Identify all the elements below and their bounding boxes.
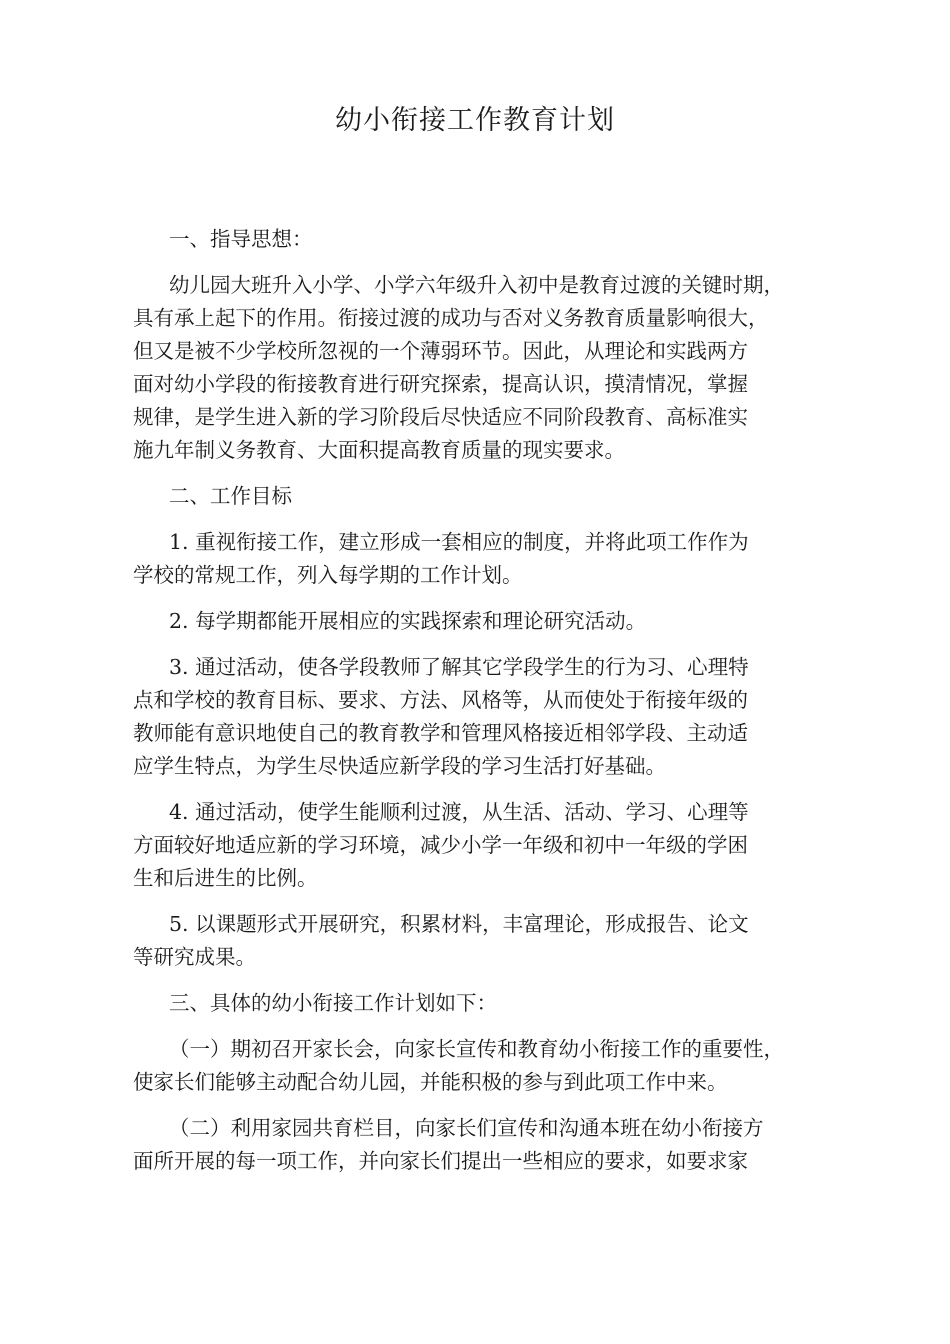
paragraph-line: 面对幼小学段的衔接教育进行研究探索，提高认识，摸清情况，掌握 (133, 372, 748, 396)
paragraph-line: 方面较好地适应新的学习环境，减少小学一年级和初中一年级的学困 (133, 833, 748, 857)
paragraph-line: 应学生特点，为学生尽快适应新学段的学习生活打好基础。 (133, 754, 666, 778)
goal-item-3: 3. 通过活动，使各学段教师了解其它学段学生的行为习、心理特 (169, 655, 749, 679)
paragraph-line: 但又是被不少学校所忽视的一个薄弱环节。因此，从理论和实践两方 (133, 339, 748, 363)
paragraph-line: 等研究成果。 (133, 945, 256, 969)
document-title: 幼小衔接工作教育计划 (335, 105, 615, 136)
paragraph-line: 使家长们能够主动配合幼儿园，并能积极的参与到此项工作中来。 (133, 1070, 728, 1094)
section-heading-guiding-thought: 一、指导思想： (169, 227, 313, 251)
goal-item-2: 2. 每学期都能开展相应的实践探索和理论研究活动。 (169, 609, 647, 633)
paragraph-line: 规律，是学生进入新的学习阶段后尽快适应不同阶段教育、高标准实 (133, 405, 748, 429)
section-heading-plan: 三、具体的幼小衔接工作计划如下： (169, 991, 497, 1015)
section-heading-work-goals: 二、工作目标 (169, 484, 292, 508)
goal-item-5: 5. 以课题形式开展研究，积累材料，丰富理论，形成报告、论文 (169, 912, 749, 936)
plan-item-1: （一）期初召开家长会，向家长宣传和教育幼小衔接工作的重要性， (169, 1037, 784, 1061)
plan-item-2: （二）利用家园共育栏目，向家长们宣传和沟通本班在幼小衔接方 (169, 1116, 764, 1140)
paragraph-line: 施九年制义务教育、大面积提高教育质量的现实要求。 (133, 438, 625, 462)
paragraph-line: 点和学校的教育目标、要求、方法、风格等，从而使处于衔接年级的 (133, 688, 748, 712)
paragraph-line: 教师能有意识地使自己的教育教学和管理风格接近相邻学段、主动适 (133, 721, 748, 745)
goal-item-4: 4. 通过活动，使学生能顺利过渡，从生活、活动、学习、心理等 (169, 800, 749, 824)
paragraph-line: 面所开展的每一项工作，并向家长们提出一些相应的要求，如要求家 (133, 1149, 748, 1173)
document-body (133, 223, 833, 1178)
paragraph-line: 具有承上起下的作用。衔接过渡的成功与否对义务教育质量影响很大， (133, 306, 769, 330)
goal-item-1: 1. 重视衔接工作，建立形成一套相应的制度，并将此项工作作为 (169, 530, 749, 554)
paragraph-line: 幼儿园大班升入小学、小学六年级升入初中是教育过渡的关键时期， (169, 273, 784, 297)
paragraph-line: 生和后进生的比例。 (133, 866, 318, 890)
paragraph-line: 学校的常规工作，列入每学期的工作计划。 (133, 563, 523, 587)
